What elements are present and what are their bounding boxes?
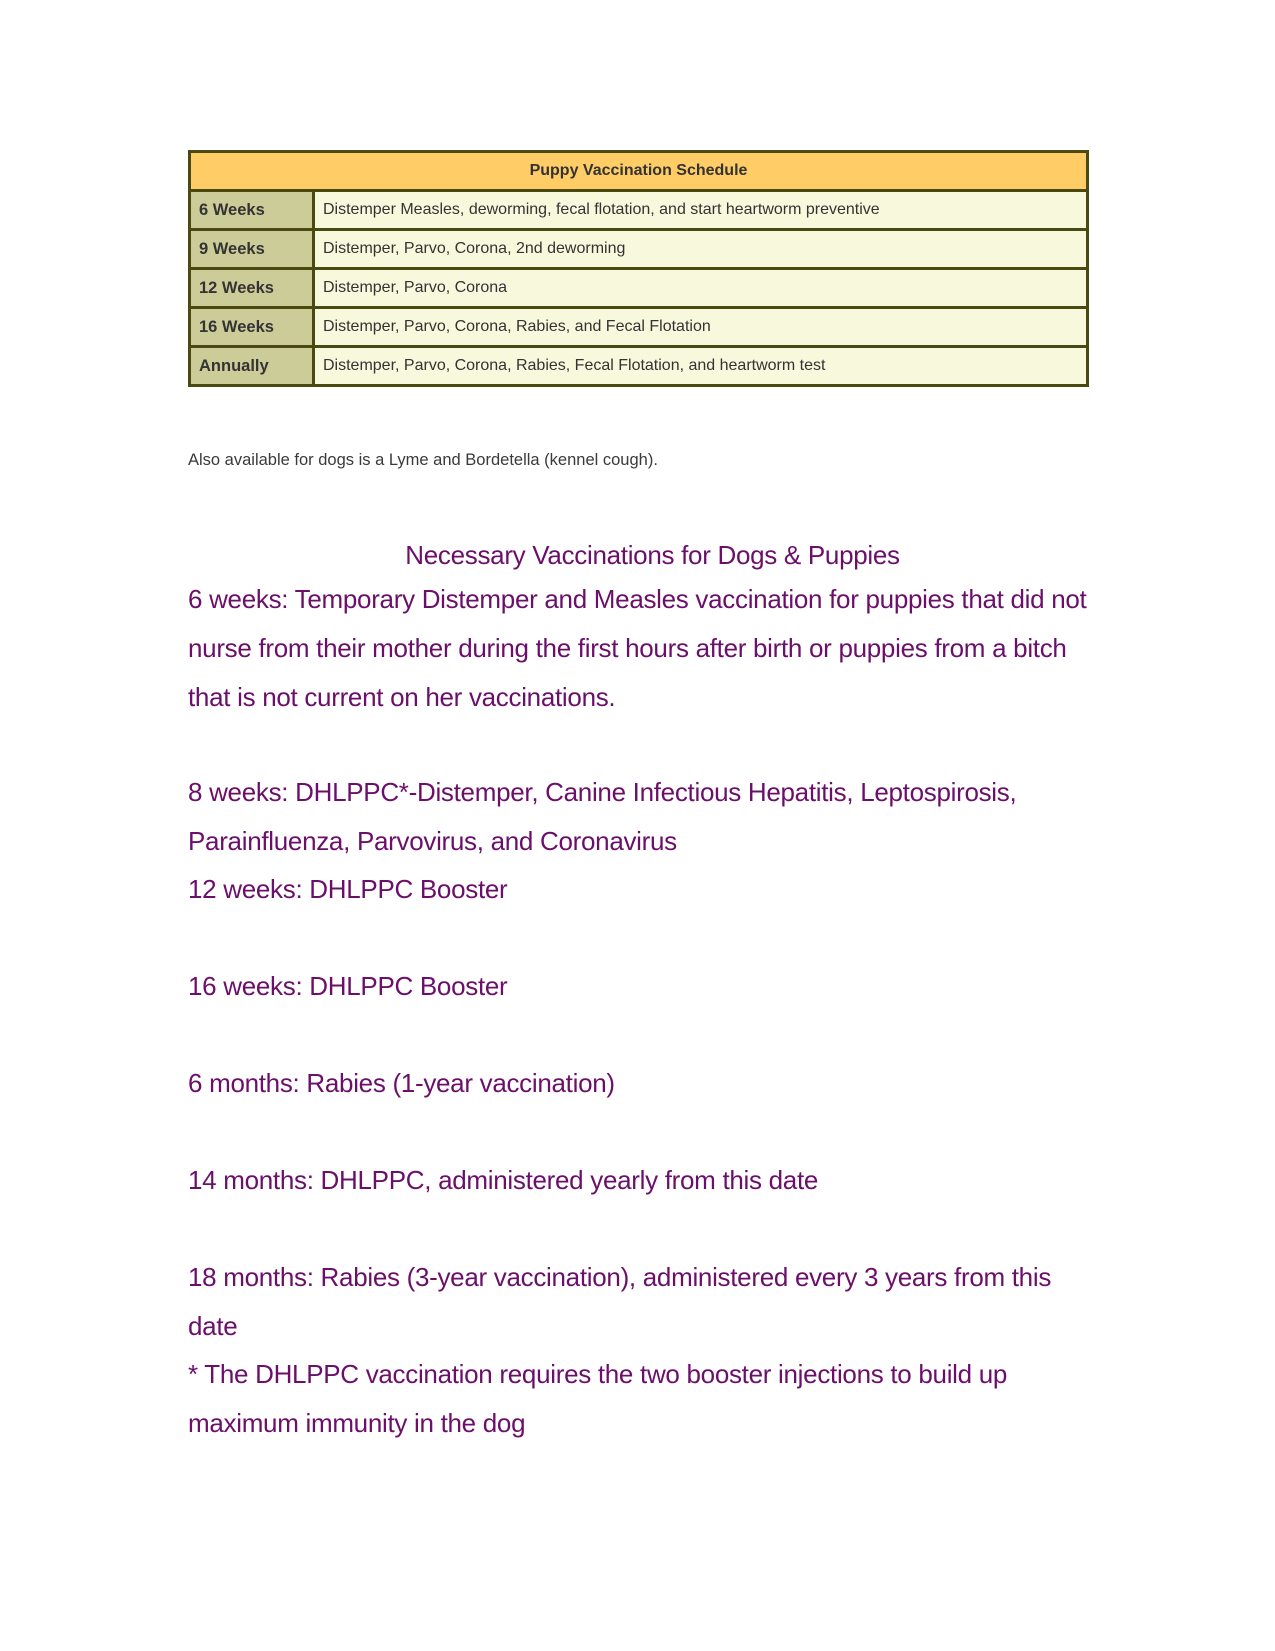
vaccines-cell: Distemper Measles, deworming, fecal flotation, and start heartworm preventive [314,191,1088,230]
schedule-entry: 8 weeks: DHLPPC*-Distemper, Canine Infectious Hepatitis, Leptospirosis, Parainfluenza, Parvovirus, and Coronavirus [188,777,1017,856]
availability-note: Also available for dogs is a Lyme and Bordetella (kennel cough). [188,451,658,469]
vaccines-cell: Distemper, Parvo, Corona, Rabies, Fecal Flotation, and heartworm test [314,347,1088,386]
age-cell: 9 Weeks [190,230,314,269]
table-header-row [190,152,1088,191]
table-row [190,308,1088,347]
age-cell: 12 Weeks [190,269,314,308]
table-row [190,230,1088,269]
vaccines-cell: Distemper, Parvo, Corona [314,269,1088,308]
table-row [190,347,1088,386]
vaccines-cell: Distemper, Parvo, Corona, Rabies, and Fecal Flotation [314,308,1088,347]
table-title: Puppy Vaccination Schedule [190,152,1088,191]
schedule-entry: 18 months: Rabies (3-year vaccination), administered every 3 years from this date [188,1262,1052,1341]
age-cell: 16 Weeks [190,308,314,347]
schedule-entry: 16 weeks: DHLPPC Booster [188,971,508,1001]
footnote: * The DHLPPC vaccination requires the two booster injections to build up maximum immunity in the dog [188,1359,1008,1438]
table-row [190,191,1088,230]
schedule-entry: 12 weeks: DHLPPC Booster [188,874,508,904]
table-row [190,269,1088,308]
age-cell: 6 Weeks [190,191,314,230]
schedule-entry: 6 weeks: Temporary Distemper and Measles vaccination for puppies that did not nurse from their mother during the first hours after birth or puppies from a bitch that is not current on her vaccinations. [188,584,1087,712]
vaccination-schedule-table [188,150,1089,387]
vaccines-cell: Distemper, Parvo, Corona, 2nd deworming [314,230,1088,269]
schedule-entry: 14 months: DHLPPC, administered yearly from this date [188,1165,819,1195]
age-cell: Annually [190,347,314,386]
schedule-entry: 6 months: Rabies (1-year vaccination) [188,1068,615,1098]
section-heading: Necessary Vaccinations for Dogs & Puppies [405,540,900,570]
